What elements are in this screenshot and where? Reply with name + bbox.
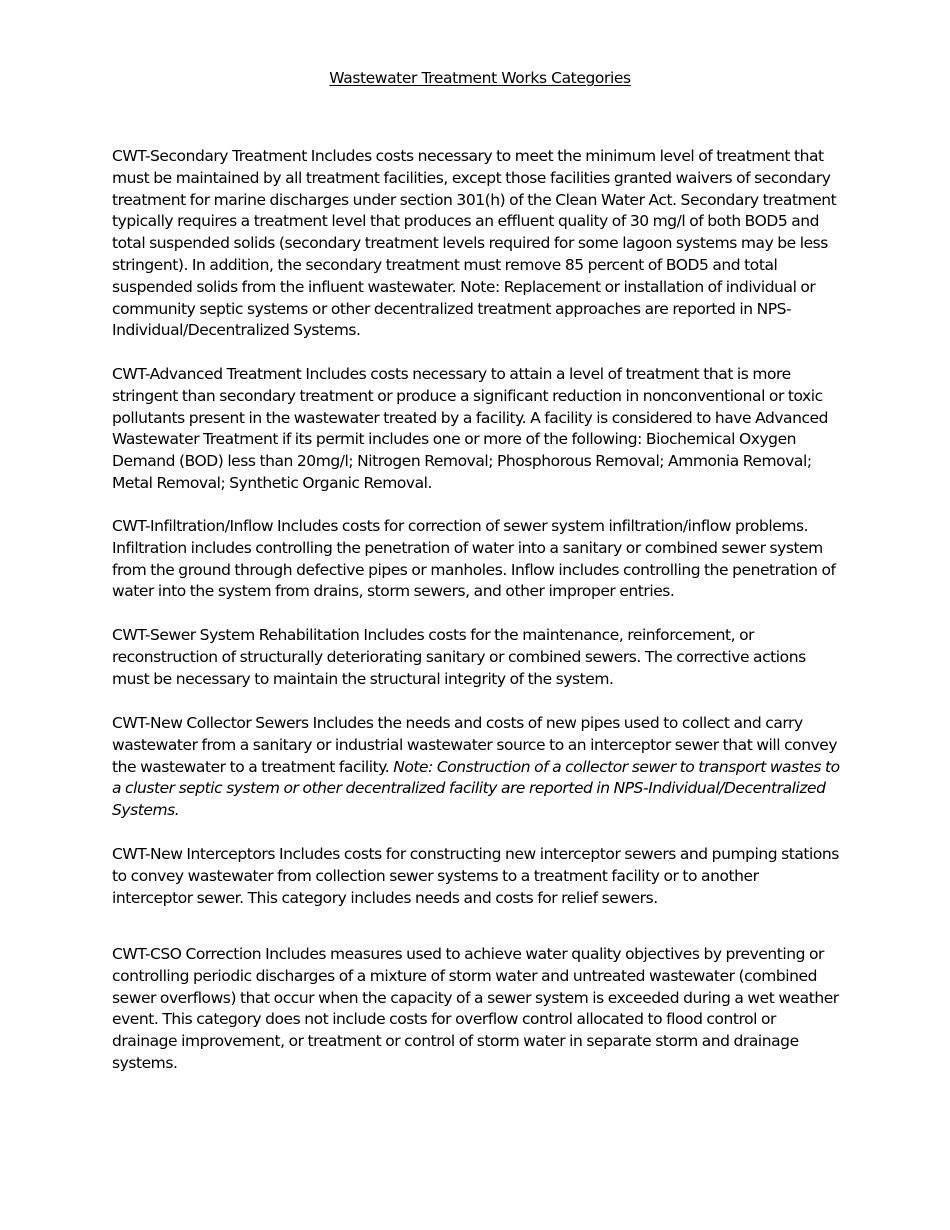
paragraph-note: Note: Construction of a collector sewer to transport wastes to a cluster septic system or other decentralized facility are reported in NPS-Individual/Decentralized Systems.: [112, 757, 840, 820]
paragraph-infiltration-inflow: CWT-Infiltration/Inflow Includes costs for correction of sewer system infiltration/inflow problems. Infiltration includes controlling the penetration of water into a sanitary or combined sewer system from the ground through defective pipes or manholes. Inflow includes controlling the penetration of water into the system from drains, storm sewers, and other improper entries.: [112, 517, 836, 601]
paragraph-sewer-rehabilitation: CWT-Sewer System Rehabilitation Includes costs for the maintenance, reinforcement, or reconstruction of structurally deteriorating sanitary or combined sewers. The corrective actions must be necessary to maintain the structural integrity of the system.: [112, 626, 806, 688]
paragraph-secondary-treatment: CWT-Secondary Treatment Includes costs necessary to meet the minimum level of treatment that must be maintained by all treatment facilities, except those facilities granted waivers of secondary treatment for marine discharges under section 301(h) of the Clean Water Act. Secondary treatment typically requires a treatment level that produces an effluent quality of 30 mg/l of both BOD5 and total suspended solids (secondary treatment levels required for some lagoon systems may be less stringent). In addition, the secondary treatment must remove 85 percent of BOD5 and total suspended solids from the influent wastewater. Note: Replacement or installation of individual or community septic systems or other decentralized treatment approaches are reported in NPS-Individual/Decentralized Systems.: [112, 147, 837, 340]
paragraph-advanced-treatment: CWT-Advanced Treatment Includes costs necessary to attain a level of treatment that is more stringent than secondary treatment or produce a significant reduction in nonconventional or toxic pollutants present in the wastewater treated by a facility. A facility is considered to have Advanced Wastewater Treatment if its permit includes one or more of the following: Biochemical Oxygen Demand (BOD) less than 20mg/l; Nitrogen Removal; Phosphorous Removal; Ammonia Removal; Metal Removal; Synthetic Organic Removal.: [112, 365, 829, 492]
paragraph-new-interceptors: CWT-New Interceptors Includes costs for constructing new interceptor sewers and pumping stations to convey wastewater from collection sewer systems to a treatment facility or to another interceptor sewer. This category includes needs and costs for relief sewers.: [112, 845, 839, 907]
document-title: Wastewater Treatment Works Categories: [329, 69, 631, 87]
paragraph-cso-correction: CWT-CSO Correction Includes measures used to achieve water quality objectives by preventing or controlling periodic discharges of a mixture of storm water and untreated wastewater (combined sewer overflows) that occur when the capacity of a sewer system is exceeded during a wet weather event. This category does not include costs for overflow control allocated to flood control or drainage improvement, or treatment or control of storm water in separate storm and drainage systems.: [112, 945, 839, 1072]
paragraph-text: CWT-New Collector Sewers Includes the needs and costs of new pipes used to collect and carry wastewater from a sanitary or industrial wastewater source to an interceptor sewer that will convey the wastewater to a treatment facility.: [112, 714, 838, 776]
paragraph-new-collector-sewers: [112, 713, 840, 822]
